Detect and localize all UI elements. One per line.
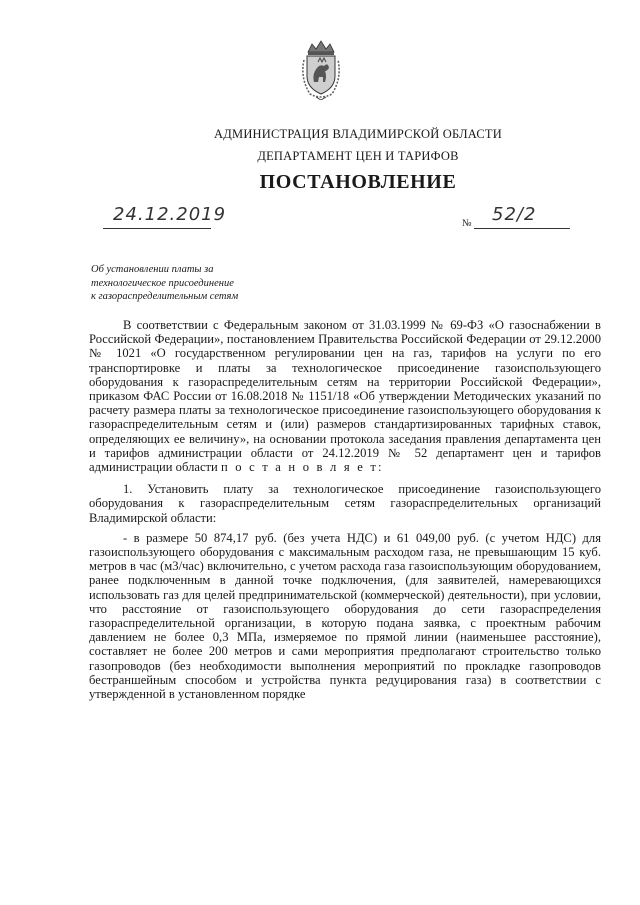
organization-name: АДМИНИСТРАЦИЯ ВЛАДИМИРСКОЙ ОБЛАСТИ: [214, 127, 502, 141]
document-subject: [91, 263, 281, 304]
document-number: 52/2: [492, 204, 537, 225]
subject-line: Об установлении платы за: [91, 264, 214, 275]
preamble-paragraph: [89, 318, 601, 474]
coat-of-arms-icon: [298, 38, 344, 100]
number-sign: №: [462, 218, 472, 229]
document-date: 24.12.2019: [113, 204, 227, 225]
document-body: [89, 318, 601, 709]
date-underline: [103, 228, 211, 229]
document-type-title: ПОСТАНОВЛЕНИЕ: [259, 171, 457, 193]
item-1-subparagraph: - в размере 50 874,17 руб. (без учета НДС) и 61 049,00 руб. (с учетом НДС) для газоиспользующего оборудования с максимальным расходом газа, не превышающим 15 куб. метров в час (м3/час) включительно, с учетом расхода газа газоиспользующим оборудованием, ранее подключенным в данной точке подключения, (для заявителей, намеревающихся использовать газ для целей предпринимательской (коммерческой) деятельности), при условии, что расстояние от газоиспользующего оборудования до сети газораспределения газораспределительной организации, в которую подана заявка, с проектным рабочим давлением не более 0,3 МПа, измеряемое по прямой линии (наименьшее расстояние), составляет не более 200 метров и сами мероприятия предполагают строительство только газопроводов (без необходимости выполнения мероприятий по прокладке газопроводов бестраншейным способом и устройства пункта редуцирования газа) в соответствии с утвержденной в установленном порядке: [89, 530, 601, 702]
decree-word: п о с т а н о в л я е т:: [220, 460, 384, 475]
subject-line: технологическое присоединение: [91, 277, 234, 289]
department-name: ДЕПАРТАМЕНТ ЦЕН И ТАРИФОВ: [257, 149, 459, 163]
preamble-text: В соответствии с Федеральным законом от 31.03.1999 № 69-ФЗ «О газоснабжении в Российской Федерации», постановлением Правительства Российской Федерации от 29.12.2000 № 1021 «О государственном регулировании цен на газ, тарифов на услуги по его транспортировке и платы за технологическое присоединение газоиспользующего оборудования к газораспределительным сетям на территории Российской Федерации», приказом ФАС России от 16.08.2018 № 1151/18 «Об утверждении Методических указаний по расчету размера платы за технологическое присоединение газоиспользующего оборудования к газораспределительным сетям и (или) размеров стандартизированных тарифных ставок, определяющих ее величину», на основании протокола заседания правления департамента цен и тарифов администрации области от 24.12.2019 № 52 департамент цен и тарифов администрации области: [89, 318, 601, 475]
subject-line: к газораспределительным сетям: [91, 291, 239, 302]
number-underline: [474, 228, 570, 229]
item-1-paragraph: 1. Установить плату за технологическое присоединение газоиспользующего оборудования к газораспределительным сетям газораспределительных организаций Владимирской области:: [89, 482, 601, 525]
